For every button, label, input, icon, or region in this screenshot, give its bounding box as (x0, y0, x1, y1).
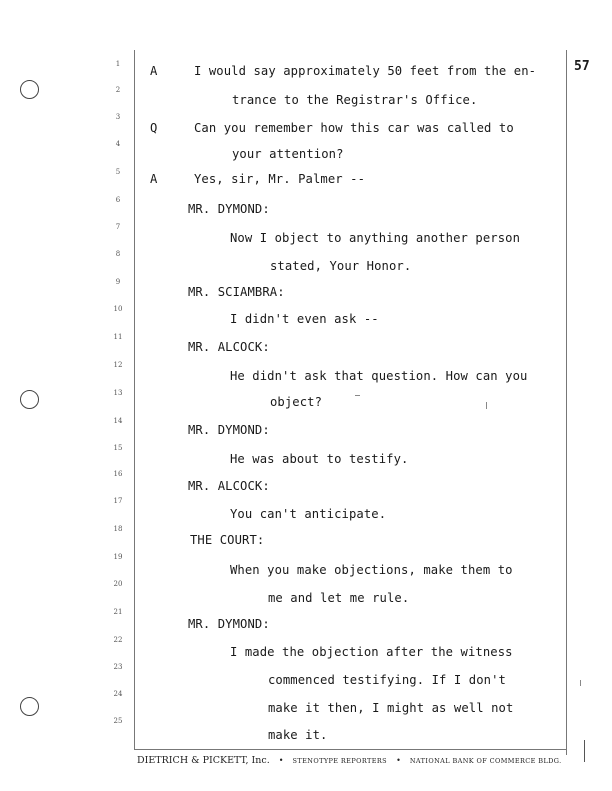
line-number: 3 (115, 113, 121, 121)
scan-speck (355, 395, 360, 396)
speaker-line: MR. ALCOCK: (188, 340, 270, 354)
footer-reporters: STENOTYPE REPORTERS (292, 757, 388, 765)
page-number: 57 (574, 59, 590, 74)
binder-hole-top (20, 80, 39, 99)
line-number: 16 (113, 470, 123, 478)
transcript-line: make it then, I might as well not (268, 701, 514, 715)
line-number: 13 (113, 389, 123, 397)
line-number: 25 (113, 717, 123, 725)
footer-company: DIETRICH & PICKETT, Inc. (137, 755, 270, 766)
answer-label: A (150, 172, 158, 186)
line-number: 4 (115, 140, 121, 148)
speaker-line: MR. ALCOCK: (188, 479, 270, 493)
transcript-line: Can you remember how this car was called to (194, 121, 514, 135)
line-number: 19 (113, 553, 123, 561)
line-number: 15 (113, 444, 123, 452)
transcript-line: He was about to testify. (230, 452, 409, 466)
footer-separator-dot: • (396, 756, 401, 765)
transcript-line: I would say approximately 50 feet from the en- (194, 64, 537, 78)
question-label: Q (150, 121, 158, 135)
line-number: 14 (113, 417, 123, 425)
transcript-line: Yes, sir, Mr. Palmer -- (194, 172, 366, 186)
line-number: 1 (115, 60, 121, 68)
line-number: 18 (113, 525, 123, 533)
reporter-footer (137, 755, 562, 766)
transcript-line: me and let me rule. (268, 591, 410, 605)
scan-speck (584, 740, 585, 762)
line-number: 11 (113, 333, 123, 341)
speaker-line: MR. DYMOND: (188, 617, 270, 631)
transcript-line: He didn't ask that question. How can you (230, 369, 528, 383)
transcript-line: You can't anticipate. (230, 507, 387, 521)
transcript-line: trance to the Registrar's Office. (232, 93, 478, 107)
transcript-line: your attention? (232, 147, 344, 161)
line-number: 9 (115, 278, 121, 286)
line-number: 12 (113, 361, 123, 369)
binder-hole-middle (20, 390, 39, 409)
speaker-line: MR. DYMOND: (188, 202, 270, 216)
line-number: 6 (115, 196, 121, 204)
line-number: 10 (113, 305, 123, 313)
transcript-line: When you make objections, make them to (230, 563, 513, 577)
line-number: 24 (113, 690, 123, 698)
transcript-line: Now I object to anything another person (230, 231, 521, 245)
transcript-line: object? (270, 395, 323, 409)
transcript-line: I didn't even ask -- (230, 312, 379, 326)
speaker-line: THE COURT: (190, 533, 265, 547)
binder-hole-bottom (20, 697, 39, 716)
transcript-line: make it. (268, 728, 328, 742)
transcript-line: commenced testifying. If I don't (268, 673, 506, 687)
right-margin-rule (566, 50, 567, 755)
footer-separator-dot: • (278, 756, 284, 765)
answer-label: A (150, 64, 158, 78)
line-number: 5 (115, 168, 121, 176)
line-number: 2 (115, 86, 121, 94)
speaker-line: MR. DYMOND: (188, 423, 270, 437)
line-number: 23 (113, 663, 123, 671)
left-margin-rule (134, 50, 135, 750)
line-number: 7 (115, 223, 121, 231)
bottom-margin-rule (134, 749, 566, 750)
speaker-line: MR. SCIAMBRA: (188, 285, 285, 299)
line-number: 17 (113, 497, 123, 505)
transcript-line: stated, Your Honor. (270, 259, 412, 273)
scan-speck (580, 680, 581, 686)
line-number: 21 (113, 608, 123, 616)
line-number: 20 (113, 580, 123, 588)
line-number: 22 (113, 636, 123, 644)
scan-speck (486, 402, 487, 409)
transcript-line: I made the objection after the witness (230, 645, 513, 659)
line-number: 8 (115, 250, 121, 258)
footer-building: NATIONAL BANK OF COMMERCE BLDG. (409, 757, 562, 765)
